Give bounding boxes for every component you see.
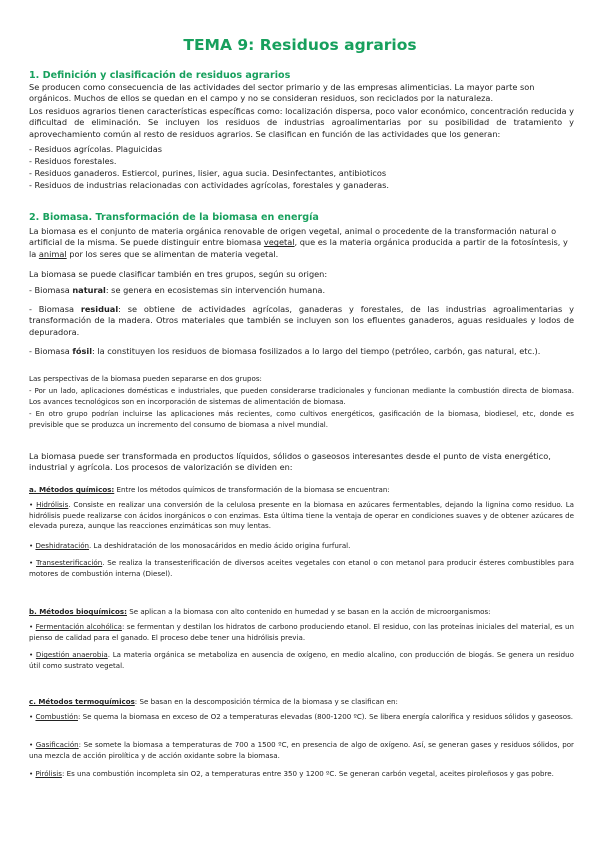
text-span: : Se somete la biomasa a temperaturas de 700 a 1500 ºC, en presencia de algo de oxígeno. Así, se generan gases y residuos sólidos, por una mezcla de acción pirolítica y de acción oxidante sobre la biomasa. bbox=[29, 740, 574, 760]
method-item bbox=[29, 769, 574, 780]
bullet: • bbox=[29, 500, 37, 509]
text-span: : Es una combustión incompleta sin O2, a temperaturas entre 350 y 1200 ºC. Se generan carbón vegetal, aceites piroleñosos y gas pobre. bbox=[61, 769, 554, 778]
text-span: . La deshidratación de los monosacáridos en medio ácido origina furfural. bbox=[89, 541, 351, 550]
chemical-methods-heading bbox=[29, 485, 574, 496]
text-span: : se obtiene de actividades agrícolas, ganaderas y forestales, de las industrias agroalimentarias y transformación de la madera. Otros materiales que también se incluyen son los efluentes ganaderos, aguas residuales y lodos de depuradora. bbox=[29, 304, 574, 337]
thermochemical-methods-heading bbox=[29, 697, 574, 708]
method-item bbox=[29, 712, 574, 723]
perspectives-intro: Las perspectivas de la biomasa pueden separarse en dos grupos: bbox=[29, 374, 262, 383]
term-combustion: Combustión bbox=[35, 712, 78, 721]
document-title: TEMA 9: Residuos agrarios bbox=[183, 36, 417, 54]
text-span: : se fermentan y destilan los hidratos de carbono produciendo etanol. El residuo, con las proteínas iniciales del material, es un pienso de calidad para el ganado. El proceso debe tener una hidrólisis previa. bbox=[29, 622, 574, 642]
method-item bbox=[29, 622, 574, 643]
text-span: : la constituyen los residuos de biomasa fosilizados a lo largo del tiempo (petróleo, carbón, gas natural, etc.). bbox=[92, 346, 541, 356]
text-span: La biomasa es el conjunto de materia orgánica renovable de origen vegetal, animal o procedente de la transformación natural o artificial de la misma. Se puede distinguir entre biomasa bbox=[29, 226, 557, 248]
text-span: . La materia orgánica se metaboliza en ausencia de oxígeno, en medio alcalino, con producción de biogás. Se genera un residuo útil como sustrato vegetal. bbox=[29, 650, 574, 670]
perspective-item: - En otro grupo podrían incluirse las aplicaciones más recientes, como cultivos energéticos, gasificación de la biomasa, biodiesel, etc, donde es previsible que se produzca un incremento del consumo de biomasa a nivel mundial. bbox=[29, 409, 574, 429]
term-fermentacion: Fermentación alcohólica bbox=[35, 622, 122, 631]
term-gasificacion: Gasificación bbox=[35, 740, 79, 749]
method-item bbox=[29, 558, 574, 579]
biomass-residual bbox=[29, 304, 574, 338]
text-span: . Consiste en realizar una conversión de la celulosa presente en la biomasa en azúcares fermentables, dejando la lignina como residuo. La hidrólisis puede realizarse con ácidos inorgánicos o con enzimas. Esta última tiene la ventaja de operar en condiciones suaves y de obtener azúcares de elevada pureza, aunque las reacciones enzimáticas son muy lentas. bbox=[29, 500, 574, 531]
residue-list-item: - Residuos agrícolas. Plaguicidas bbox=[29, 144, 162, 154]
thermochemical-methods-label: c. Métodos termoquímicos bbox=[29, 697, 135, 706]
bullet: • bbox=[29, 541, 36, 550]
text-span: Se aplican a la biomasa con alto contenido en humedad y se basan en la acción de microorganismos: bbox=[126, 607, 491, 616]
biochemical-methods-label: b. Métodos bioquímicos: bbox=[29, 607, 127, 616]
term-digestion: Digestión anaerobia bbox=[35, 650, 108, 659]
term-natural: natural bbox=[72, 285, 106, 295]
biomass-natural bbox=[29, 285, 574, 296]
method-item bbox=[29, 500, 574, 532]
method-item bbox=[29, 541, 574, 552]
perspective-item: - Por un lado, aplicaciones domésticas e industriales, que pueden considerarse tradicionales y funcionan mediante la combustión directa de biomasa. Los avances tecnológicos son en incorporación de sistemas de alimentación de biomasa. bbox=[29, 386, 574, 406]
text-span: - Biomasa bbox=[29, 346, 73, 356]
transform-intro: La biomasa puede ser transformada en productos líquidos, sólidos o gaseosos interesantes desde el punto de vista energético, industrial y agrícola. Los procesos de valorización se dividen en: bbox=[29, 451, 551, 473]
biomass-definition bbox=[29, 226, 574, 260]
term-fosil: fósil bbox=[72, 346, 93, 356]
section-1-heading: 1. Definición y clasificación de residuos agrarios bbox=[29, 70, 291, 81]
residue-list-item: - Residuos de industrias relacionadas con actividades agrícolas, forestales y ganaderas. bbox=[29, 180, 390, 190]
section-2-heading: 2. Biomasa. Transformación de la biomasa en energía bbox=[29, 212, 319, 223]
residue-list-item: - Residuos ganaderos. Estiercol, purines, lisier, agua sucia. Desinfectantes, antibioticos bbox=[29, 168, 387, 178]
section-1-paragraph-1: Se producen como consecuencia de las actividades del sector primario y de las empresas alimenticias. La mayor parte son orgánicos. Muchos de ellos se quedan en el campo y no se consideran residuos, son reciclados por la naturaleza. bbox=[29, 82, 535, 104]
text-span: - Biomasa bbox=[29, 304, 81, 314]
term-pirolisis: Pirólisis bbox=[35, 769, 62, 778]
section-1-paragraph-2: Los residuos agrarios tienen características específicas como: localización dispersa, poco valor económico, concentración reducida y dificultad de eliminación. Se incluyen los residuos de industrias agroalimentarias por su posibilidad de tratamiento y aprovechamiento común al resto de residuos agrarios. Se clasifican en función de las actividades que los generan: bbox=[29, 106, 574, 139]
residue-list-item: - Residuos forestales. bbox=[29, 156, 117, 166]
text-span: , que es la materia orgánica producida a partir de la fotosíntesis, y la bbox=[29, 237, 568, 259]
bullet: • bbox=[29, 740, 36, 749]
term-residual: residual bbox=[80, 304, 119, 314]
text-span: Entre los métodos químicos de transformación de la biomasa se encuentran: bbox=[114, 485, 390, 494]
bullet: • bbox=[29, 650, 36, 659]
text-span: por los seres que se alimentan de materia vegetal. bbox=[66, 248, 279, 259]
term-deshidratacion: Deshidratación bbox=[35, 541, 90, 550]
groups-intro: La biomasa se puede clasificar también en tres grupos, según su origen: bbox=[29, 269, 328, 279]
bullet: • bbox=[29, 769, 36, 778]
text-span: : Se basan en la descomposición térmica de la biomasa y se clasifican en: bbox=[134, 697, 398, 706]
text-span: - Biomasa bbox=[29, 285, 73, 295]
biochemical-methods-heading bbox=[29, 607, 574, 618]
biomass-fosil bbox=[29, 346, 574, 357]
chemical-methods-label: a. Métodos químicos: bbox=[29, 485, 115, 494]
method-item bbox=[29, 650, 574, 671]
text-span: . Se realiza la transesterificación de diversos aceites vegetales con etanol o con metanol para producir ésteres combustibles para motores de combustión interna (Diesel). bbox=[29, 558, 574, 578]
term-vegetal: vegetal bbox=[263, 237, 295, 248]
bullet: • bbox=[29, 558, 36, 567]
bullet: • bbox=[29, 712, 36, 721]
text-span: : se genera en ecosistemas sin intervención humana. bbox=[105, 285, 326, 295]
method-item bbox=[29, 740, 574, 761]
text-span: : Se quema la biomasa en exceso de O2 a temperaturas elevadas (800-1200 ºC). Se libera energía calorífica y residuos sólidos y gaseosos. bbox=[77, 712, 574, 721]
term-transesterificacion: Transesterificación bbox=[35, 558, 103, 567]
term-animal: animal bbox=[38, 248, 67, 259]
bullet: • bbox=[29, 622, 36, 631]
term-hidrolisis: Hidrólisis bbox=[36, 500, 69, 509]
